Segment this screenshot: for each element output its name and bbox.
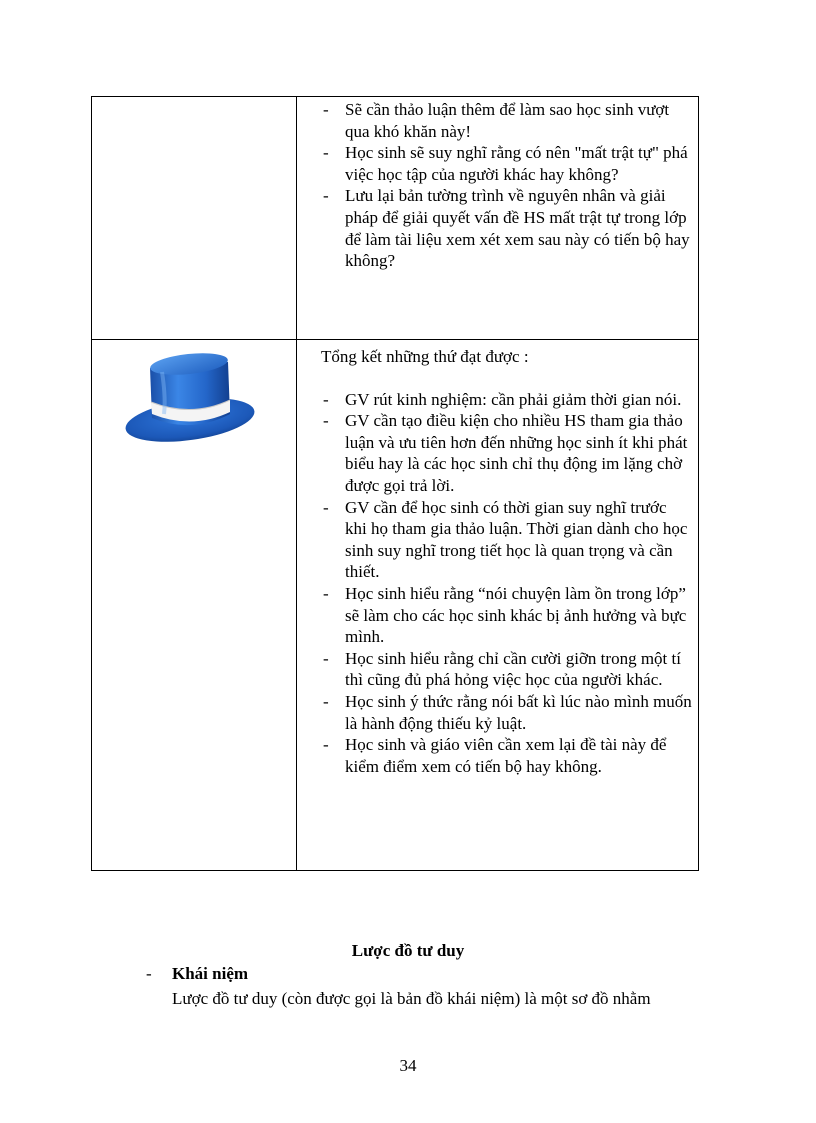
list-item: - Sẽ cần thảo luận thêm để làm sao học sinh vượt qua khó khăn này!	[321, 99, 692, 142]
notes-list	[321, 99, 692, 272]
summary-list	[321, 389, 692, 778]
subheading-bullet: -	[146, 964, 152, 983]
list-item: - Học sinh hiểu rằng “nói chuyện làm ồn trong lớp” sẽ làm cho các học sinh khác bị ảnh hưởng và bực mình.	[321, 583, 692, 648]
table-cell-empty	[92, 97, 297, 340]
table-cell-summary	[297, 340, 699, 871]
table-cell-notes	[297, 97, 699, 340]
list-item: - Học sinh hiểu rằng chỉ cần cười giỡn trong một tí thì cũng đủ phá hỏng việc học của người khác.	[321, 648, 692, 691]
list-item: - GV cần tạo điều kiện cho nhiều HS tham gia thảo luận và ưu tiên hơn đến những học sinh ít khi phát biểu hay là các học sinh chỉ thụ động im lặng chờ được gọi trả lời.	[321, 410, 692, 496]
list-item: - Học sinh và giáo viên cần xem lại đề tài này để kiểm điểm xem có tiến bộ hay không.	[321, 734, 692, 777]
list-item: - Lưu lại bản tường trình về nguyên nhân và giải pháp để giải quyết vấn đề HS mất trật tự trong lớp để làm tài liệu xem xét xem sau này có tiến bộ hay không?	[321, 185, 692, 271]
list-item: - GV cần để học sinh có thời gian suy nghĩ trước khi họ tham gia thảo luận. Thời gian dành cho học sinh suy nghĩ trong tiết học là quan trọng và cần thiết.	[321, 497, 692, 583]
body-paragraph: Lược đồ tư duy (còn được gọi là bản đồ khái niệm) là một sơ đồ nhằm	[172, 989, 651, 1008]
content-table	[91, 96, 699, 871]
hat-container	[92, 340, 297, 470]
table-cell-hat	[92, 340, 297, 871]
blue-top-hat-icon	[120, 348, 270, 448]
section-title: Lược đồ tư duy	[351, 941, 465, 960]
subsection-heading	[146, 963, 248, 985]
page-number: 34	[399, 1056, 417, 1075]
list-item: - GV rút kinh nghiệm: cần phải giảm thời gian nói.	[321, 389, 692, 411]
summary-heading: Tổng kết những thứ đạt được :	[321, 347, 529, 366]
list-item: - Học sinh ý thức rằng nói bất kì lúc nào mình muốn là hành động thiếu kỷ luật.	[321, 691, 692, 734]
list-item: - Học sinh sẽ suy nghĩ rằng có nên "mất trật tự" phá việc học tập của người khác hay không?	[321, 142, 692, 185]
table-row	[92, 97, 699, 340]
subheading-text: Khái niệm	[172, 964, 249, 983]
table-row	[92, 340, 699, 871]
